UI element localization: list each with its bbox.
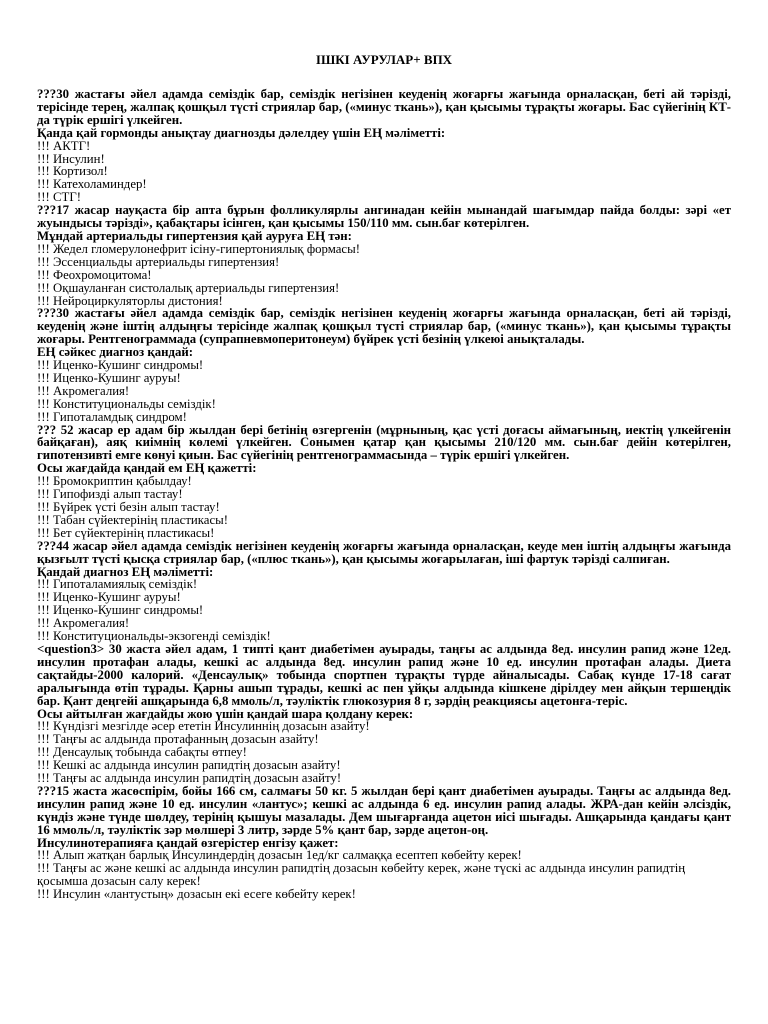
answer-option: !!! Бромокриптин қабылдау! <box>37 474 192 489</box>
question-text: Осы айтылған жағдайды жою үшін қандай шара қолдану керек: <box>37 706 414 721</box>
answer-option: !!! Акромегалия! <box>37 383 130 398</box>
question-text: ???30 жастағы әйел адамда семіздік бар, семіздік негізінен кеуденің жоғарғы жағында орналасқан, беті ай тәрізді, кеуденің және іштің алдыңғы терісінде жалпақ қошқыл түсті стриялар бар, («минус ткань»), қан қысымы тұрақты жоғары. Рентгенограммада (супрапневмоперитонеум) бүйрек үсті безінің үлкеюі анықталады. <box>37 306 731 347</box>
answer-option: !!! Бүйрек үсті безін алып тастау! <box>37 500 220 514</box>
question-text: <question3> 30 жаста әйел адам, 1 типті қант диабетімен ауырады, таңғы ас алдында 8ед. инсулин рапид және 12ед. инсулин протафан алады, кешкі ас алдында 8ед. инсулин рапид және 10 ед. инсулин протафан алады. Диета сақтайды-2000 калорий. «Денсаулық» тобында спортпен тұрақты түрде айналысады. Сабақ күнде 17-18 сағат аралығында өтіп тұрады. Қарны ашып тұрады, кешкі ас пен ұйқы алдында кішкене дірілдеу мен айқын тершеңдік бар. Қант деңгейі ашқарында 6,8 ммоль/л, тәуліктік глюкозурия 8 г, зәрдің реакциясы ацетонға-теріс. <box>37 641 731 708</box>
answer-option: !!! Гипоталамиялық семіздік! <box>37 577 198 592</box>
answer-option: !!! Инсулин «лантустың» дозасын екі есеге көбейту керек! <box>37 887 356 902</box>
answer-option: !!! СТГ! <box>37 190 81 205</box>
question-text: Қандай диагноз ЕҢ мәліметті: <box>37 564 214 579</box>
question-text: Мұндай артериальды гипертензия қай ауруға ЕҢ тән: <box>37 228 352 243</box>
document-body <box>37 88 731 901</box>
answer-option: !!! Иценко-Кушинг синдромы! <box>37 603 204 618</box>
answer-option: !!! Кешкі ас алдында инсулин рапидтің дозасын азайту! <box>37 758 341 773</box>
answer-option: !!! АКТГ! <box>37 138 91 153</box>
question-text: ???17 жасар науқаста бір апта бұрын фолликулярлы ангинадан кейін мынандай шағымдар пайда болды: зәрі «ет жуындысы тәрізді», қабақтары ісінген, қан қысымы 150/110 мм. сын.бағ көтерілген. <box>37 203 731 231</box>
answer-option: !!! Гипоталамдық синдром! <box>37 409 187 424</box>
answer-option: !!! Конституциональды-экзогенді семіздік! <box>37 629 271 644</box>
answer-option: !!! Иценко-Кушинг синдромы! <box>37 358 204 373</box>
question-text: ??? 52 жасар ер адам бір жылдан бері бетінің өзгергенін (мұрнының, қас үсті доғасы аймағының, иектің үлкейгенін байқаған), аяқ киімнің көлемі үлкейген. Сонымен қатар қан қысымы 210/120 мм. сын.бағ дейін көтерілген, гипотензивті емге көнуі қиын. Бас сүйегінің рентгенограммасында – түрік ершігі үлкейген. <box>37 422 731 463</box>
answer-option: !!! Иценко-Кушинг ауруы! <box>37 370 181 385</box>
answer-option: !!! Катехоламиндер! <box>37 177 147 192</box>
answer-option: !!! Конституциональды семіздік! <box>37 396 216 411</box>
answer-option: !!! Феохромоцитома! <box>37 267 152 282</box>
question-text: Инсулинотерапияға қандай өзгерістер енгізу қажет: <box>37 835 339 850</box>
answer-option: !!! Оқшауланған систолалық артериальды гипертензия! <box>37 280 340 295</box>
answer-option: !!! Бет сүйектерінің пластикасы! <box>37 525 215 540</box>
answer-option: !!! Инсулин! <box>37 151 105 166</box>
answer-option: !!! Күндізгі мезгілде әсер ететін Инсулиннің дозасын азайту! <box>37 719 370 734</box>
answer-option: !!! Алып жатқан барлық Инсулиндердің дозасын 1ед/кг салмаққа есептеп көбейту керек! <box>37 848 522 863</box>
answer-option: !!! Таңғы ас және кешкі ас алдында инсулин рапидтің дозасын көбейту керек, және түскі ас алдында инсулин рапидтің қосымша дозасын салу керек! <box>37 861 686 889</box>
answer-option: !!! Жедел гломерулонефрит ісіну-гипертониялық формасы! <box>37 241 360 256</box>
document-title: ІШКІ АУРУЛАР+ ВПХ <box>315 52 453 67</box>
answer-option: !!! Эссенциальды артериальды гипертензия! <box>37 254 280 269</box>
question-text: Осы жағдайда қандай ем ЕҢ қажетті: <box>37 461 257 476</box>
answer-option: !!! Денсаулық тобында сабақты өтпеу! <box>37 745 247 760</box>
answer-option: !!! Табан сүйектерінің пластикасы! <box>37 512 229 527</box>
answer-option: !!! Иценко-Кушинг ауруы! <box>37 590 181 605</box>
answer-option: !!! Кортизол! <box>37 164 108 179</box>
answer-option: !!! Акромегалия! <box>37 616 130 631</box>
answer-option: !!! Таңғы ас алдында протафанның дозасын азайту! <box>37 732 319 747</box>
answer-option: !!! Гипофизді алып тастау! <box>37 487 183 502</box>
question-text: Қанда қай гормонды анықтау диагнозды дәлелдеу үшін ЕҢ мәліметті: <box>37 125 446 140</box>
question-text: ???44 жасар әйел адамда семіздік негізінен кеуденің жоғарғы жағында орналасқан, кеуде мен іштің алдыңғы жағында қызғылт түсті қысқа стриялар бар, («плюс ткань»), қан қысымы жоғарылаған, іші фартук тәрізді салпиған. <box>37 538 731 566</box>
answer-option: !!! Таңғы ас алдында инсулин рапидтің дозасын азайту! <box>37 771 342 786</box>
document-page <box>37 0 731 901</box>
question-text: ???15 жаста жасөспірім, бойы 166 см, салмағы 50 кг. 5 жылдан бері қант диабетімен ауырады. Таңғы ас алдында 8ед. инсулин рапид және 10 ед. инсулин «лантус»; кешкі ас алдында 6 ед. инсулин рапид алады. ЖРА-дан кейін әлсіздік, күндіз және түнде шөлдеу, терінің қышуы мазалады. Дем шығарғанда ацетон иісі шығады. Ашқарында қандағы қант 16 ммоль/л, тәуліктік зәр мөлшері 3 литр, зәрде 5% қант бар, зәрде ацетон-оң. <box>37 783 731 837</box>
answer-option: !!! Нейроциркуляторлы дистония! <box>37 293 223 308</box>
question-text: ЕҢ сәйкес диагноз қандай: <box>37 345 194 360</box>
question-text: ???30 жастағы әйел адамда семіздік бар, семіздік негізінен кеуденің жоғарғы жағында орналасқан, беті ай тәрізді, терісінде терең, жалпақ қошқыл түсті стриялар бар, («минус ткань»), қан қысымы тұрақты жоғары. Бас сүйегінің КТ-да түрік ершігі үлкейген. <box>37 87 731 127</box>
